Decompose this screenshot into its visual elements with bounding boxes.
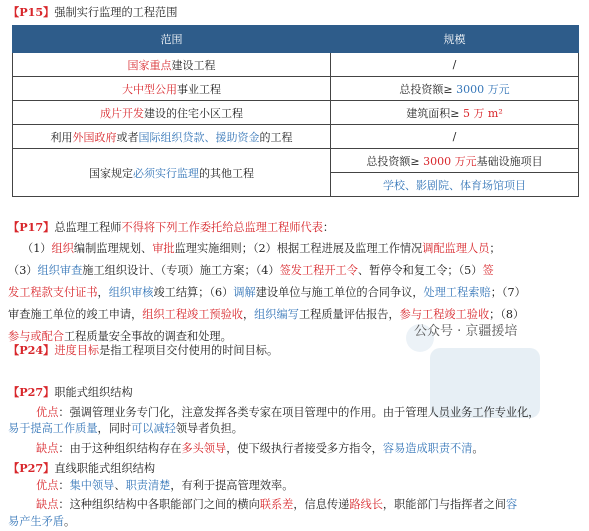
scope-cell <box>13 53 331 77</box>
p17-heading <box>8 219 334 236</box>
text: 施工组织设计、（专项）施工方案；（4） <box>82 264 280 277</box>
dis-label: 缺点 <box>36 498 59 511</box>
highlight: 多头领导 <box>181 442 227 455</box>
adv-label: 优点 <box>36 479 59 492</box>
scope-cell <box>13 149 331 197</box>
scope-text: 的其他工程 <box>199 166 254 180</box>
scope-text: 建设的住宅小区工程 <box>144 106 243 120</box>
p27b-heading <box>8 460 155 477</box>
text: ；（8） <box>489 308 525 321</box>
p27b-tag: 【P27】 <box>8 461 55 475</box>
highlight-blue: 集中领导 <box>69 479 115 492</box>
p27a-heading <box>8 384 133 401</box>
text: ，有利于提高管理效率。 <box>170 479 294 492</box>
scale-highlight: 5 万 m² <box>462 106 503 120</box>
text: 编制监理规划、 <box>73 242 153 255</box>
scope-highlight: 成片开发 <box>100 106 144 120</box>
highlight-blue: 可以减轻 <box>131 422 176 435</box>
text: 、 <box>114 479 126 492</box>
scale-text: 基础设施项目 <box>476 154 543 168</box>
text: （1） <box>22 242 52 255</box>
highlight: 发工程款支付证书 <box>8 286 98 299</box>
p27a-dis-line <box>36 441 484 457</box>
scope-highlight: 国家重点 <box>127 58 172 72</box>
text: 、暂停令和复工令；（5） <box>357 264 483 277</box>
p15-tag: 【P15】 <box>8 5 55 19</box>
p27a-adv-line-2 <box>8 421 243 437</box>
p27b-dis-line-2 <box>8 514 75 530</box>
scope-text: 国家规定 <box>89 166 133 180</box>
highlight-blue: 组织审核 <box>108 286 154 299</box>
scope-highlight: 大中型公用 <box>122 82 177 96</box>
supervision-scope-table <box>12 25 579 197</box>
text: ；（7） <box>490 286 526 299</box>
table-row <box>13 53 579 77</box>
p17-title-end: ： <box>322 221 335 234</box>
highlight-blue: 调解 <box>233 286 256 299</box>
table-row <box>13 77 579 101</box>
p24-highlight: 进度目标 <box>54 344 100 357</box>
table-row <box>13 101 579 125</box>
p15-heading <box>8 4 177 21</box>
p17-line-3 <box>8 285 526 301</box>
highlight: 路线长 <box>349 498 383 511</box>
highlight: 调配监理人员 <box>422 242 490 255</box>
highlight: 联系差 <box>259 498 294 511</box>
scope-text: 利用 <box>50 130 73 144</box>
highlight: 参与或配合 <box>8 330 64 343</box>
p17-line-1 <box>22 241 501 257</box>
watermark-text: 公众号 · 京疆援培 <box>414 324 518 339</box>
scale-cell <box>331 77 579 101</box>
p17-line-2 <box>8 263 494 279</box>
scale-cell: / <box>331 125 579 149</box>
scope-text: 或者 <box>116 130 139 144</box>
text: ，信息传递 <box>293 498 350 511</box>
p27b-adv-line <box>36 478 293 494</box>
highlight-blue: 组织编写 <box>254 308 299 321</box>
p27a-adv-line-1 <box>36 405 539 421</box>
scale-highlight: 3000 万元 <box>456 82 510 96</box>
highlight-blue: 职责清楚 <box>125 479 171 492</box>
p27a-title: 职能式组织结构 <box>54 386 133 399</box>
scope-highlight: 外国政府 <box>72 130 117 144</box>
highlight: 参与工程竣工验收 <box>399 308 490 321</box>
table-row <box>13 149 579 173</box>
p27a-tag: 【P27】 <box>8 385 55 399</box>
p27b-title: 直线职能式组织结构 <box>54 462 156 475</box>
header-scope: 范围 <box>13 26 331 53</box>
scale-cell: 学校、影剧院、体育场馆项目 <box>331 173 579 197</box>
text: 。 <box>472 442 484 455</box>
text: ，使下级执行者接受多方指令， <box>226 442 383 455</box>
text: ； <box>489 242 501 255</box>
text: ，职能部门与指挥者之间 <box>382 498 506 511</box>
highlight-blue: 易产生矛盾 <box>8 515 64 528</box>
text: ， <box>97 286 109 299</box>
scale-text: 建筑面积≥ <box>406 106 463 120</box>
p24-text: 是指工程项目交付使用的时间目标。 <box>99 344 279 357</box>
text: 审查施工单位的竣工申请， <box>8 308 143 321</box>
text: （3） <box>8 264 38 277</box>
highlight-blue: 容 <box>505 498 518 511</box>
text: ：强调管理业务专门化，注意发挥各类专家在项目管理中的作用。由于管理人员业务工作专业化， <box>58 406 540 419</box>
text: ：由于这种组织结构存在 <box>58 442 182 455</box>
text: 。 <box>63 515 76 528</box>
scope-highlight-blue: 国际组织贷款、援助资金 <box>138 130 260 144</box>
p17-tag: 【P17】 <box>8 220 55 234</box>
text: 监理实施细则；（2）根据工程进展及监理工作情况 <box>174 242 423 255</box>
highlight-blue: 容易造成职责不清 <box>382 442 473 455</box>
scope-cell <box>13 101 331 125</box>
scope-text: 建设工程 <box>171 58 216 72</box>
highlight: 组织 <box>51 242 74 255</box>
highlight: 签发工程开工令 <box>279 264 358 277</box>
text: ：这种组织结构中各职能部门之间的横向 <box>58 498 260 511</box>
text: 工程质量评估报告， <box>298 308 400 321</box>
scale-cell <box>331 149 579 173</box>
scope-highlight-blue: 必须实行监理 <box>133 166 199 180</box>
text: ， <box>242 308 255 321</box>
p24-tag: 【P24】 <box>8 343 55 357</box>
text: 建设单位与施工单位的合同争议， <box>255 286 424 299</box>
p15-title: 强制实行监理的工程范围 <box>54 6 178 19</box>
scale-cell <box>331 101 579 125</box>
highlight: 组织工程竣工预验收 <box>142 308 243 321</box>
text: ，同时 <box>97 422 132 435</box>
scope-text: 事业工程 <box>177 82 221 96</box>
highlight: 审批 <box>152 242 175 255</box>
highlight: 签 <box>482 264 494 277</box>
header-scale: 规模 <box>331 26 579 53</box>
p27b-dis-line-1 <box>36 497 517 513</box>
scale-text: 总投资额≥ <box>399 82 457 96</box>
highlight-blue: 易于提高工作质量 <box>8 422 98 435</box>
adv-label: 优点 <box>36 406 59 419</box>
text: 领导者负担。 <box>175 422 243 435</box>
highlight-blue: 组织审查 <box>37 264 83 277</box>
scale-text: 总投资额≥ <box>366 154 424 168</box>
table-row <box>13 125 579 149</box>
scope-text: 的工程 <box>259 130 293 144</box>
scale-cell: / <box>331 53 579 77</box>
text: 工程质量安全事故的调查和处理。 <box>63 330 232 343</box>
table-header-row <box>13 26 579 53</box>
text: ： <box>58 479 70 492</box>
p17-title-highlight: 不得将下列工作委托给总监理工程师代表 <box>121 221 323 234</box>
text: 竣工结算；（6） <box>153 286 234 299</box>
scope-cell <box>13 125 331 149</box>
scope-cell <box>13 77 331 101</box>
p17-title: 总监理工程师 <box>54 221 122 234</box>
highlight-blue: 处理工程索赔 <box>423 286 491 299</box>
p24-line <box>8 342 278 359</box>
scale-highlight: 3000 万元 <box>423 154 477 168</box>
dis-label: 缺点 <box>36 442 59 455</box>
